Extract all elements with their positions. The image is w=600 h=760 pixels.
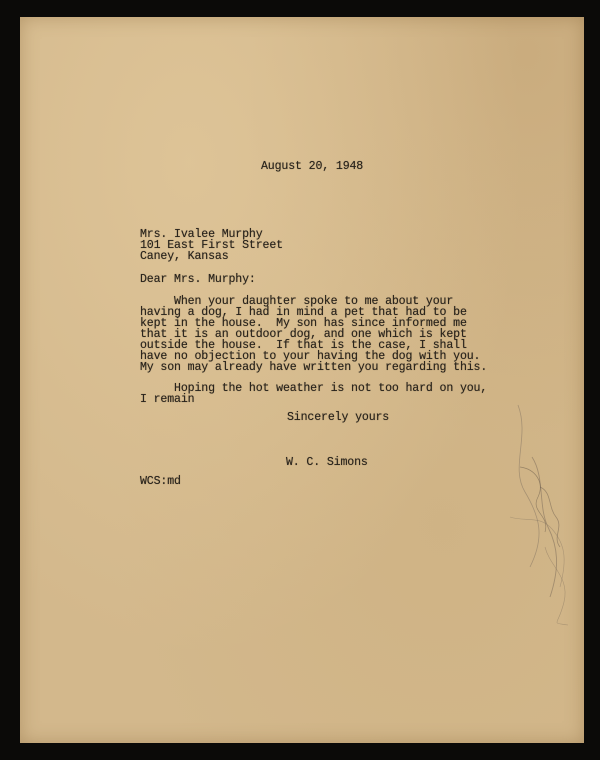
paragraph-line: having a dog, I had in mind a pet that had to be xyxy=(140,306,467,319)
typist-initials: WCS:md xyxy=(140,475,181,488)
recipient-name: Mrs. Ivalee Murphy xyxy=(140,228,263,241)
paragraph-line: Hoping the hot weather is not too hard on you, xyxy=(140,382,488,395)
paragraph-line: outside the house. If that is the case, I shall xyxy=(140,339,467,352)
paragraph-line: I remain xyxy=(140,393,195,406)
paragraph-line: have no objection to your having the dog with you. xyxy=(140,350,481,363)
pencil-scribble xyxy=(490,397,600,627)
paragraph-line: When your daughter spoke to me about your xyxy=(140,295,454,308)
paragraph-line: that it is an outdoor dog, and one which is kept xyxy=(140,328,467,341)
salutation: Dear Mrs. Murphy: xyxy=(140,273,256,286)
signature-name: W. C. Simons xyxy=(286,456,368,469)
letter-date: August 20, 1948 xyxy=(261,160,364,173)
paragraph-line: kept in the house. My son has since informed me xyxy=(140,317,467,330)
recipient-city: Caney, Kansas xyxy=(140,250,229,263)
letter-page xyxy=(20,17,584,743)
recipient-street: 101 East First Street xyxy=(140,239,283,252)
paragraph-line: My son may already have written you regarding this. xyxy=(140,361,488,374)
closing: Sincerely yours xyxy=(287,411,390,424)
